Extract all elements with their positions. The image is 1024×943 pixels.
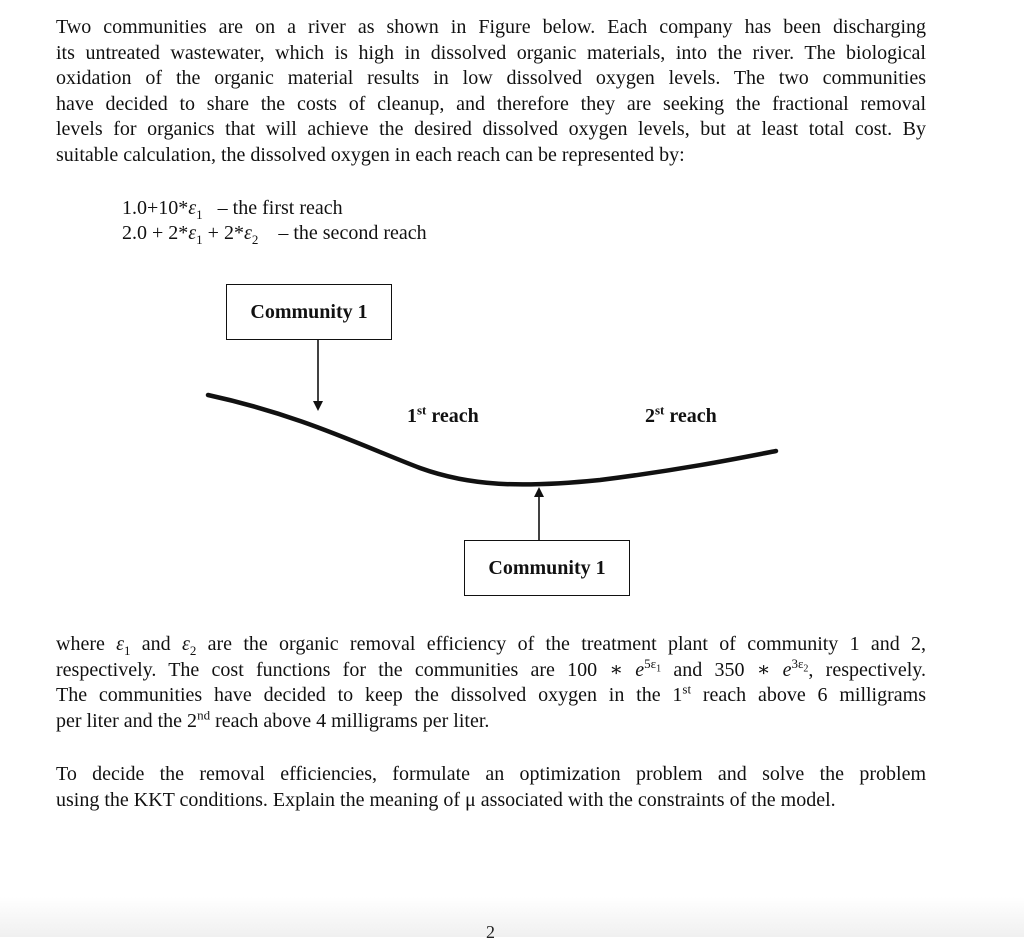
intro-line: oxidation of the organic material results in low dissolved oxygen levels. The two communities bbox=[56, 67, 926, 89]
arrow-head-bottom bbox=[534, 487, 544, 497]
intro-line: Two communities are on a river as shown in Figure below. Each company has been discharging bbox=[56, 16, 926, 38]
page-number: 2 bbox=[486, 922, 495, 942]
intro-line: suitable calculation, the dissolved oxygen in each reach can be represented by: bbox=[56, 143, 685, 166]
where-line: per liter and the 2nd reach above 4 milligrams per liter. bbox=[56, 706, 490, 732]
community-2-box: Community 1 bbox=[464, 540, 630, 596]
where-line: The communities have decided to keep the dissolved oxygen in the 1st reach above 6 milligrams bbox=[56, 681, 926, 706]
equation-second-reach: $2.0 + 2*\varepsilon_1 + 2*\varepsilon_2$ – the second reach bbox=[122, 222, 427, 247]
task-line: To decide the removal efficiencies, formulate an optimization problem and solve the problem bbox=[56, 763, 926, 785]
intro-line: its untreated wastewater, which is high in dissolved organic materials, into the river. The biological bbox=[56, 41, 926, 64]
page-bottom-shade bbox=[0, 897, 1024, 937]
where-line: respectively. The cost functions for the communities are 100 ∗ $e^{5\varepsilon_1}$ and 350 ∗ $e^{3\varepsilon_2}$, respectively. bbox=[56, 655, 926, 681]
reach-2-label: 2st reach bbox=[645, 402, 717, 427]
intro-line: levels for organics that will achieve the desired dissolved oxygen levels, but at least total cost. By bbox=[56, 118, 926, 140]
where-paragraph bbox=[56, 632, 926, 734]
intro-line: have decided to share the costs of cleanup, and therefore they are seeking the fractional removal bbox=[56, 92, 926, 115]
where-line: where $\varepsilon_1$ and $\varepsilon_2$ are the organic removal efficiency of the treatment plant of community 1 and 2, bbox=[56, 633, 927, 658]
arrow-head-top bbox=[313, 401, 323, 411]
community-1-box: Community 1 bbox=[226, 284, 392, 340]
task-paragraph bbox=[56, 762, 926, 813]
equation-first-reach: $1.0+10*\varepsilon_1$ – the first reach bbox=[122, 197, 343, 222]
reach-1-label: 1st reach bbox=[407, 402, 479, 427]
task-line: using the KKT conditions. Explain the meaning of μ associated with the constraints of the model. bbox=[56, 788, 836, 811]
